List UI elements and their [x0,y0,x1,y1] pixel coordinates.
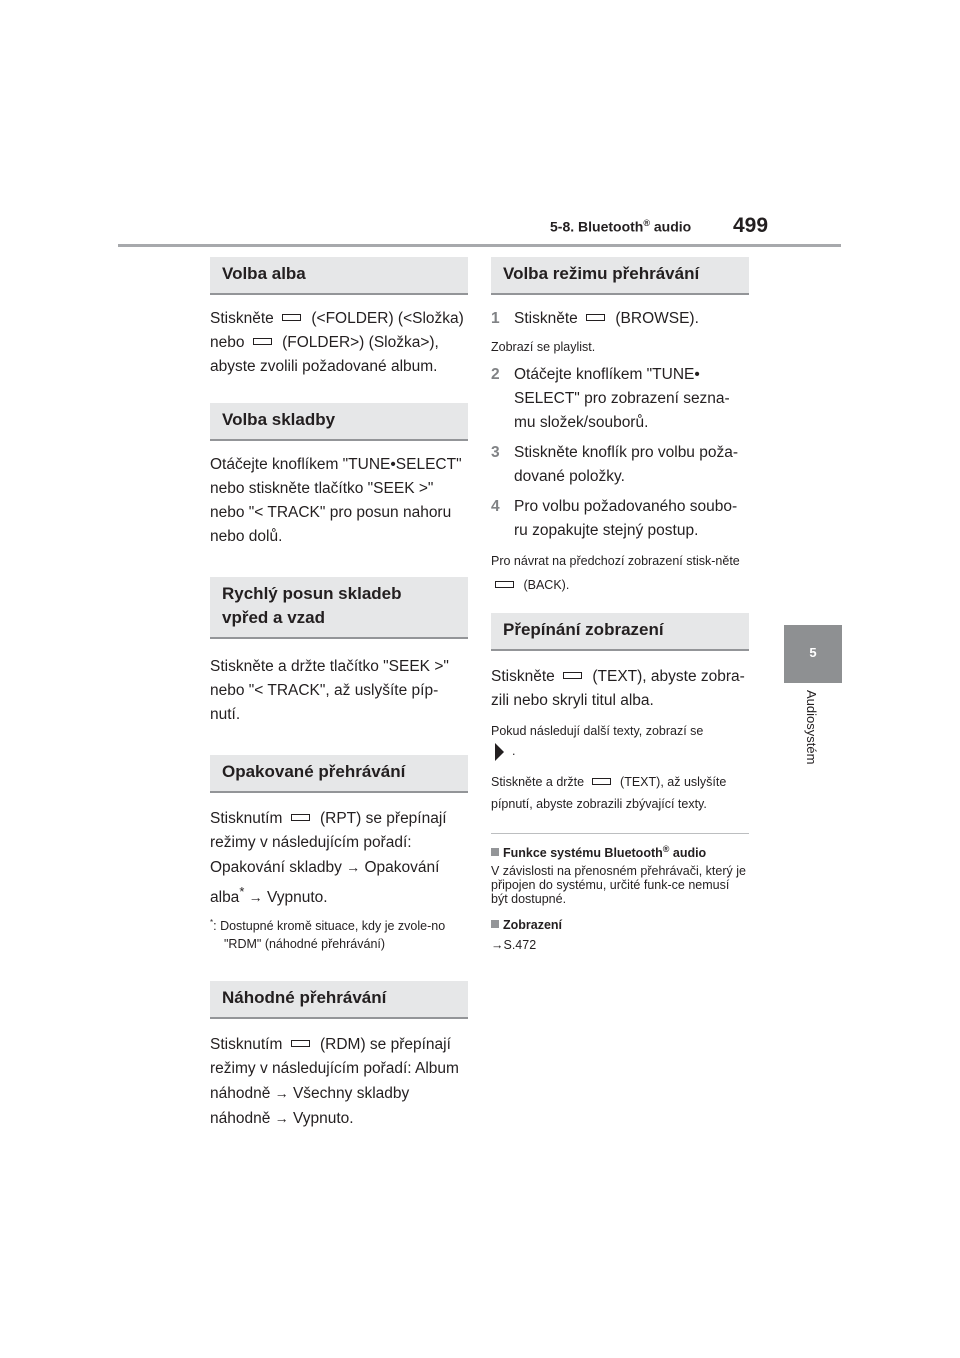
section-heading-nahodne: Náhodné přehrávání [210,981,468,1019]
arrow-icon: → [248,889,263,906]
opakovane-text [210,807,468,910]
text-fragment: (BACK). [520,578,570,592]
step-text: Stiskněte knoflík pro volbu poža-dované položky. [514,444,739,485]
page-reference[interactable]: S.472 [503,938,537,953]
zobrazeni-title [491,916,749,934]
rychly-posun-text: Stiskněte a držte tlačítko "SEEK >" nebo "< TRACK", až uslyšíte píp-nutí. [210,658,449,723]
section-heading-volba-skladby: Volba skladby [210,403,468,441]
section-title-suffix: audio [649,218,692,235]
button-icon [291,814,310,821]
step-item [491,495,749,543]
text-fragment: abyste zvolili požadované album. [210,358,438,375]
text-fragment: (TEXT), abyste zobra-zili nebo skryli titul alba. [491,668,745,709]
text-fragment: Vypnuto. [288,1110,354,1128]
button-icon [592,778,611,785]
info-divider [491,833,749,834]
text-fragment: Pro návrat na předchozí zobrazení stisk-něte [491,554,740,568]
chapter-tab: 5 [784,625,842,683]
button-icon [282,314,301,321]
arrow-icon: → [346,859,361,875]
prepinani-note-2 [491,771,749,815]
text-fragment: Vypnuto. [262,889,328,907]
text-fragment: Stiskněte a držte [491,775,588,789]
info-title [491,840,749,862]
prepinani-note-1 [491,721,749,761]
text-fragment: (BROWSE). [611,310,699,327]
button-icon [563,672,582,679]
section-heading-volba-alba: Volba alba [210,257,468,295]
asterisk: * [239,884,245,899]
text-fragment: Stisknutím [210,810,287,827]
section-heading-prepinani: Přepínání zobrazení [491,613,749,651]
left-column [210,257,468,1131]
step-item [491,307,749,331]
step-note: Zobrazí se playlist. [491,340,596,354]
step-number: 2 [491,366,500,383]
page-number: 499 [733,214,769,237]
step-item [491,441,749,489]
right-column [491,257,749,952]
section-heading-opakovane: Opakované přehrávání [210,755,468,793]
text-fragment: nebo [210,334,249,351]
step-number: 3 [491,444,500,461]
text-fragment: Stisknutím [210,1036,287,1054]
volba-skladby-text: Otáčejte knoflíkem "TUNE•SELECT" nebo stiskněte tlačítko "SEEK >" nebo "< TRACK" pro posun nahoru nebo dolů. [210,456,462,545]
text-fragment: Zobrazení [503,918,563,933]
text-fragment: Stiskněte [210,310,279,327]
button-icon [586,314,605,321]
text-fragment: . [512,744,516,758]
text-fragment: (FOLDER>) (Složka>), [277,334,439,351]
text-fragment: (RDM) se přepínají režimy v následujícím pořadí: Album náhodně [210,1036,459,1103]
text-fragment: audio [669,846,707,861]
text-fragment: (RPT) se přepínají režimy v následujícím pořadí: Opakování skladby [210,810,447,876]
text-fragment: Stiskněte [491,668,560,685]
text-fragment: Pokud následují další texty, zobrazí se [491,724,704,738]
step-item [491,363,749,435]
chevron-right-icon [495,743,504,761]
text-fragment: Stiskněte [514,310,583,327]
arrow-icon: → [274,1110,289,1127]
button-icon [253,338,272,345]
section-title [550,218,691,235]
steps-list [491,307,749,331]
footnote-text: : Dostupné kromě situace, kdy je zvole-no "RDM" (náhodné přehrávání) [213,919,446,952]
text-fragment: Funkce systému Bluetooth [503,846,663,861]
square-bullet-icon [491,920,499,928]
text-fragment: Všechny skladby náhodně [210,1085,410,1128]
arrow-icon: → [274,1085,289,1102]
nahodne-text [210,1033,468,1131]
footnote-mark: * [210,918,214,928]
text-fragment: Opakování alba [210,859,440,907]
step-number: 1 [491,310,500,327]
volba-alba-text [210,307,468,379]
text-fragment: (TEXT), až uslyšíte pípnutí, abyste zobrazili zbývající texty. [491,775,727,811]
step-text: Pro volbu požadovaného soubo-ru zopakujte stejný postup. [514,498,738,539]
prepinani-text [491,665,749,713]
back-note [491,549,749,597]
square-bullet-icon [491,848,499,856]
chapter-label: Audiosystém [804,690,819,765]
section-heading-volba-rezimu: Volba režimu přehrávání [491,257,749,295]
section-title-text: 5-8. Bluetooth [550,218,644,235]
registered-mark: ® [643,218,650,228]
arrow-icon: → [491,938,504,953]
section-heading-rychly-posun: Rychlý posun skladeb vpřed a vzad [210,577,468,639]
button-icon [291,1040,310,1047]
header-rule [118,244,841,247]
steps-list [491,363,749,543]
footnote [210,914,468,953]
step-text: Otáčejte knoflíkem "TUNE• SELECT" pro zobrazení sezna-mu složek/souborů. [514,366,730,431]
button-icon [495,581,514,588]
info-body: V závislosti na přenosném přehrávači, který je připojen do systému, určité funk-ce nemusí být dostupné. [491,864,746,907]
text-fragment: (<FOLDER) (<Složka) [307,310,464,327]
step-number: 4 [491,498,500,515]
zobrazeni-ref[interactable] [491,938,749,952]
registered-mark: ® [662,844,670,854]
